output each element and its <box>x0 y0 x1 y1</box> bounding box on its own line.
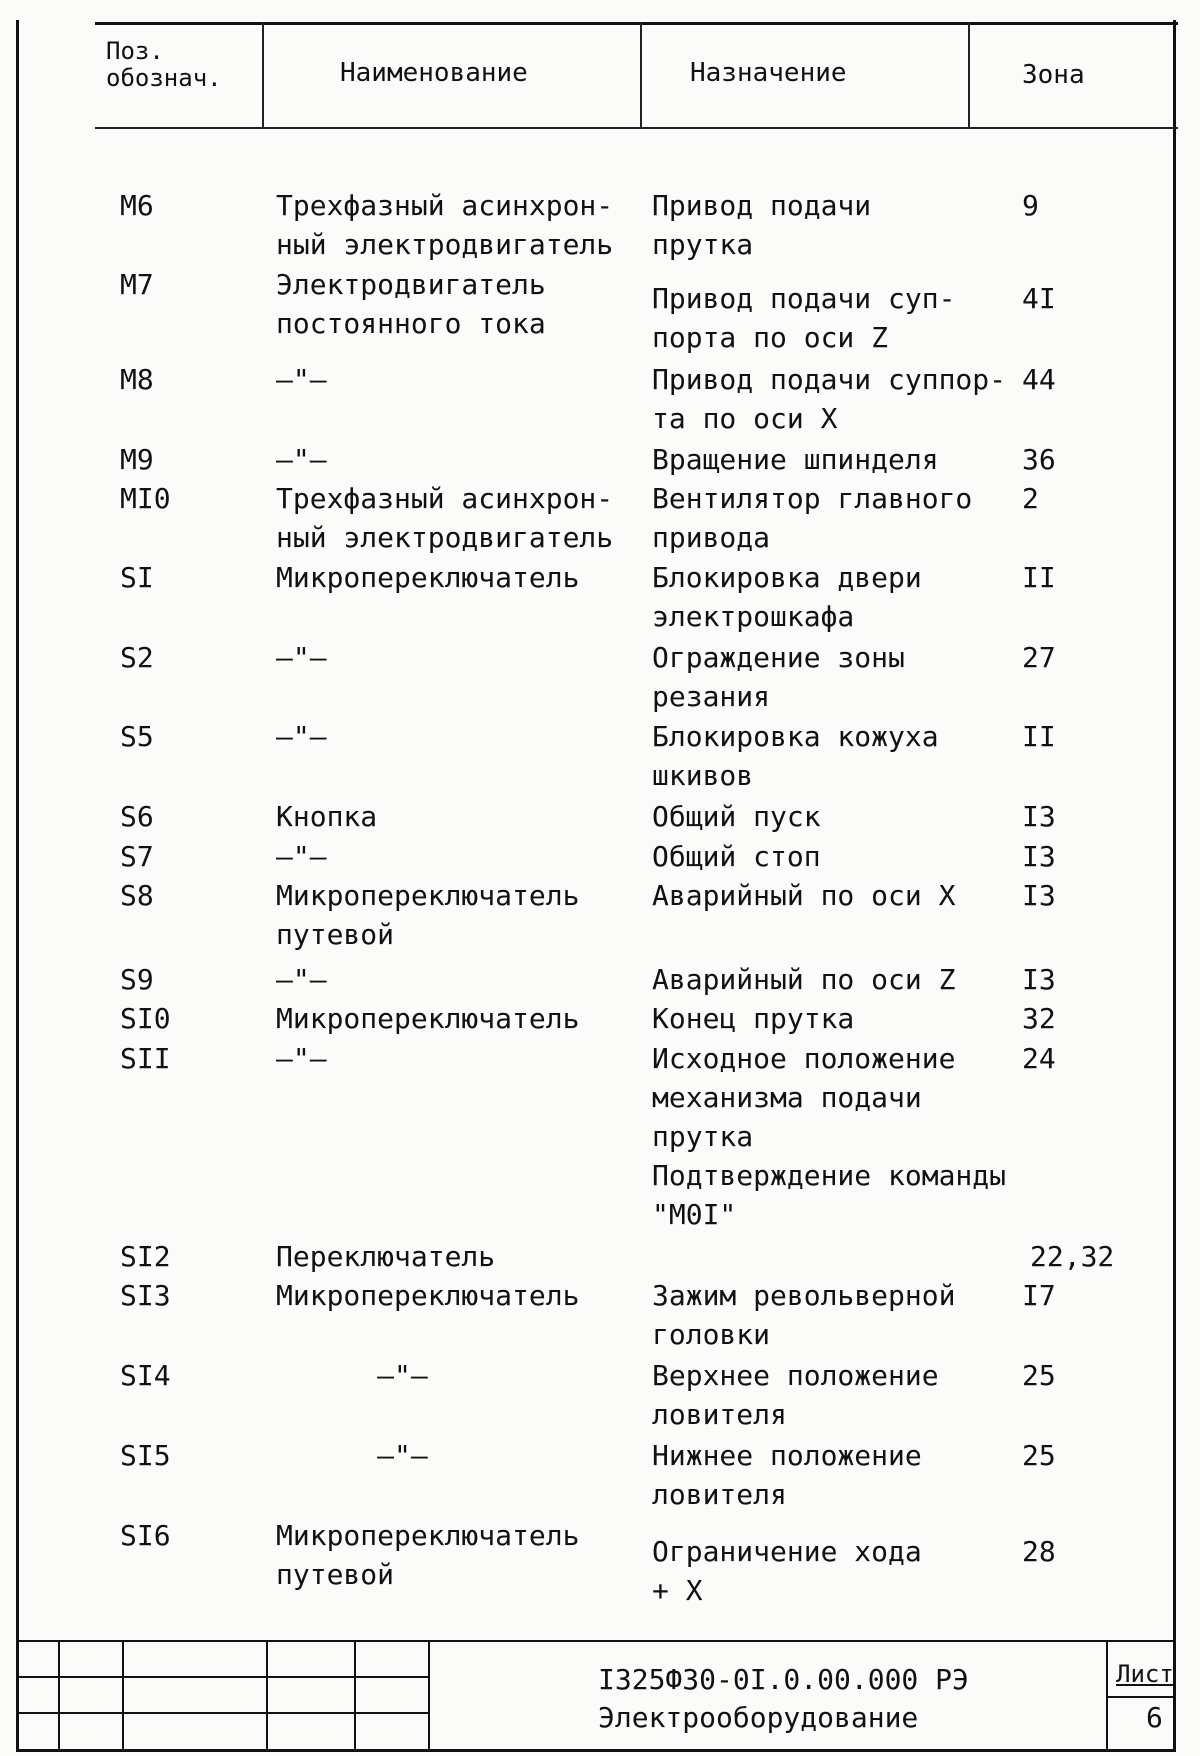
row-name: Электродвигатель постоянного тока <box>276 268 546 340</box>
row-purpose: Зажим револьверной головки <box>652 1279 956 1351</box>
row-purpose: Общий пуск <box>652 800 821 833</box>
row-purpose: Привод подачи суп- порта по оси Z <box>652 282 956 354</box>
row-name: Микропереключатель <box>276 1002 580 1035</box>
row-position: M9 <box>120 443 154 476</box>
header-zone-label: Зона <box>1022 60 1085 90</box>
title-block-grid-column <box>122 1640 124 1750</box>
row-position: M7 <box>120 268 154 301</box>
row-zone: I3 <box>1022 963 1056 996</box>
row-zone: 25 <box>1022 1439 1056 1472</box>
row-name: Переключатель <box>276 1240 496 1273</box>
row-purpose: Привод подачи суппор- та по оси X <box>652 363 1007 435</box>
row-zone: 32 <box>1022 1002 1056 1035</box>
title-block-grid-rule <box>16 1676 428 1678</box>
row-position: SI2 <box>120 1240 171 1273</box>
title-block-top-rule <box>16 1640 1176 1642</box>
row-position: SI6 <box>120 1519 171 1552</box>
title-block-grid-column <box>266 1640 268 1750</box>
row-name: –"– <box>276 1042 327 1075</box>
row-name: Трехфазный асинхрон- ный электродвигатель <box>276 482 614 554</box>
row-zone: 36 <box>1022 443 1056 476</box>
row-purpose: Привод подачи прутка <box>652 189 872 261</box>
row-position: S5 <box>120 720 154 753</box>
row-position: M8 <box>120 363 154 396</box>
row-position: S7 <box>120 840 154 873</box>
row-zone: I3 <box>1022 840 1056 873</box>
row-position: S8 <box>120 879 154 912</box>
row-zone: 22,32 <box>1030 1240 1115 1273</box>
row-name: –"– <box>276 963 327 996</box>
row-position: SI0 <box>120 1002 171 1035</box>
row-zone: II <box>1022 561 1056 594</box>
title-block-grid-column <box>58 1640 60 1750</box>
row-purpose: Ограждение зоны резания <box>652 641 905 713</box>
row-name: –"– <box>276 363 327 396</box>
sheet-number: 6 <box>1146 1701 1163 1734</box>
header-separator-1 <box>262 22 264 128</box>
row-zone: 44 <box>1022 363 1056 396</box>
row-position: S6 <box>120 800 154 833</box>
row-zone: I3 <box>1022 879 1056 912</box>
row-purpose: Вентилятор главного привода <box>652 482 973 554</box>
row-purpose: Нижнее положение ловителя <box>652 1439 922 1511</box>
header-top-rule <box>95 22 1178 25</box>
header-separator-2 <box>640 22 642 128</box>
row-zone: 2 <box>1022 482 1039 515</box>
header-name-label: Наименование <box>340 58 528 88</box>
row-position: M6 <box>120 189 154 222</box>
sheet-box-border <box>1106 1640 1108 1750</box>
title-block-grid-rule <box>16 1712 428 1714</box>
header-purpose-label: Назначение <box>690 58 847 88</box>
header-bottom-rule <box>95 127 1178 129</box>
row-purpose: Аварийный по оси X <box>652 879 956 912</box>
row-purpose: Общий стоп <box>652 840 821 873</box>
header-separator-3 <box>968 22 970 128</box>
document-title: Электрооборудование <box>598 1701 919 1734</box>
row-name: –"– <box>276 720 327 753</box>
row-purpose: Аварийный по оси Z <box>652 963 956 996</box>
row-name: Кнопка <box>276 800 378 833</box>
row-name: Трехфазный асинхрон- ный электродвигатель <box>276 189 614 261</box>
row-name: –"– <box>276 641 327 674</box>
row-name: –"– <box>276 840 327 873</box>
row-zone: I7 <box>1022 1279 1056 1312</box>
row-position: MI0 <box>120 482 171 515</box>
header-position-label: Поз. обознач. <box>106 37 222 92</box>
sheet-box-divider <box>1106 1696 1176 1698</box>
title-block <box>16 1640 1176 1752</box>
row-position: S9 <box>120 963 154 996</box>
row-purpose: Вращение шпинделя <box>652 443 939 476</box>
row-purpose: Блокировка кожуха шкивов <box>652 720 939 792</box>
row-zone: 27 <box>1022 641 1056 674</box>
row-position: SII <box>120 1042 171 1075</box>
row-zone: 4I <box>1022 282 1056 315</box>
row-name: Микропереключатель путевой <box>276 879 580 951</box>
row-zone: 25 <box>1022 1359 1056 1392</box>
sheet-label: Лист <box>1116 1660 1174 1688</box>
row-position: SI3 <box>120 1279 171 1312</box>
row-position: SI5 <box>120 1439 171 1472</box>
row-purpose: Верхнее положение ловителя <box>652 1359 939 1431</box>
row-position: S2 <box>120 641 154 674</box>
row-purpose: Блокировка двери электрошкафа <box>652 561 922 633</box>
row-zone: I3 <box>1022 800 1056 833</box>
row-position: SI4 <box>120 1359 171 1392</box>
row-zone: II <box>1022 720 1056 753</box>
row-name: –"– <box>276 1359 428 1392</box>
row-purpose: Исходное положение механизма подачи прутка Подтверждение команды "M0I" <box>652 1042 1007 1231</box>
row-name: Микропереключатель <box>276 1279 580 1312</box>
row-purpose: Конец прутка <box>652 1002 855 1035</box>
row-zone: 9 <box>1022 189 1039 222</box>
row-name: Микропереключатель путевой <box>276 1519 580 1591</box>
row-name: –"– <box>276 443 327 476</box>
title-block-grid-column <box>428 1640 430 1750</box>
row-name: –"– <box>276 1439 428 1472</box>
row-purpose: Ограничение хода + X <box>652 1535 922 1607</box>
row-position: SI <box>120 561 154 594</box>
title-block-grid-column <box>354 1640 356 1750</box>
row-zone: 24 <box>1022 1042 1056 1075</box>
row-name: Микропереключатель <box>276 561 580 594</box>
document-code: I325Ф30-0I.0.00.000 РЭ <box>598 1663 969 1696</box>
row-zone: 28 <box>1022 1535 1056 1568</box>
